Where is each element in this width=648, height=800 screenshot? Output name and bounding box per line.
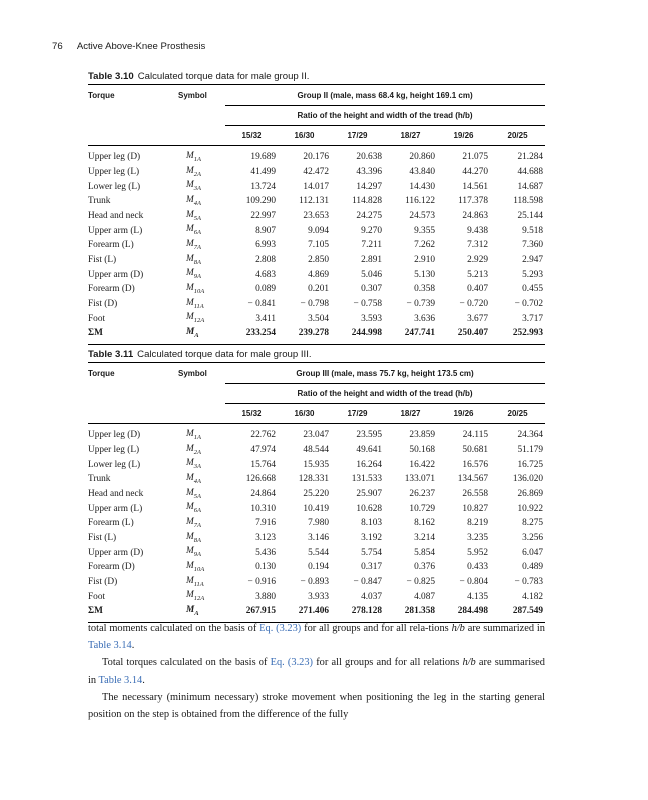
row-symbol: $M_{4A}$ bbox=[186, 472, 201, 485]
cell-value: 131.533 bbox=[351, 474, 382, 485]
row-label: Fist (D) bbox=[88, 298, 118, 309]
row-symbol: $M_{1A}$ bbox=[186, 151, 201, 163]
cell-value: 0.376 bbox=[414, 562, 435, 573]
header-ratio-value: 18/27 bbox=[384, 404, 437, 424]
header-ratio-value: 18/27 bbox=[384, 126, 437, 146]
cell-value: 10.729 bbox=[409, 503, 435, 514]
table-row bbox=[88, 166, 545, 181]
cell-value: 14.017 bbox=[303, 181, 329, 192]
total-row bbox=[88, 327, 545, 344]
cell-value: 247.741 bbox=[384, 327, 437, 344]
cell-value: 3.235 bbox=[467, 533, 488, 544]
table-3-10 bbox=[88, 70, 545, 345]
cell-value: 250.407 bbox=[437, 327, 490, 344]
running-header bbox=[52, 41, 205, 52]
header-ratio-value: 19/26 bbox=[437, 404, 490, 424]
cell-value: 2.929 bbox=[467, 255, 488, 266]
cell-value: 8.103 bbox=[361, 518, 382, 529]
cell-value: 10.310 bbox=[250, 503, 276, 514]
row-label: Lower leg (L) bbox=[88, 459, 141, 470]
cell-value: 7.360 bbox=[522, 240, 544, 251]
row-symbol: $M_{12A}$ bbox=[186, 312, 205, 325]
row-symbol: $M_{9A}$ bbox=[186, 546, 201, 559]
cell-value: 2.910 bbox=[414, 255, 435, 266]
cell-value: 22.997 bbox=[250, 211, 276, 222]
row-label: Forearm (D) bbox=[88, 284, 135, 295]
cell-value: 23.047 bbox=[303, 430, 329, 441]
table-row bbox=[88, 298, 545, 313]
cell-value: 116.122 bbox=[405, 196, 435, 207]
row-label: Upper arm (D) bbox=[88, 269, 144, 280]
cell-value: 16.422 bbox=[409, 459, 435, 470]
cell-value: 0.194 bbox=[308, 562, 329, 573]
cell-value: 7.211 bbox=[361, 240, 382, 251]
cell-value: 23.859 bbox=[409, 430, 435, 441]
cell-value: 26.869 bbox=[517, 489, 544, 500]
header-ratio: Ratio of the height and width of the tread (h/b) bbox=[225, 384, 545, 404]
cell-value: − 0.847 bbox=[353, 576, 382, 587]
cell-value: 3.717 bbox=[522, 313, 544, 324]
cell-value: 24.863 bbox=[462, 211, 488, 222]
table-row bbox=[88, 576, 545, 591]
table-caption bbox=[88, 70, 545, 84]
cell-value: 10.628 bbox=[356, 503, 382, 514]
row-symbol: $M_{10A}$ bbox=[186, 282, 205, 295]
cell-value: 2.850 bbox=[308, 255, 329, 266]
table-row bbox=[88, 444, 545, 459]
row-label: ΣM bbox=[88, 605, 178, 622]
cell-value: 6.993 bbox=[255, 240, 276, 251]
row-label: Foot bbox=[88, 591, 106, 602]
cell-value: 2.947 bbox=[522, 255, 544, 266]
cell-value: 44.270 bbox=[462, 167, 488, 178]
cell-value: 14.297 bbox=[356, 181, 382, 192]
row-label: Forearm (L) bbox=[88, 518, 134, 529]
cell-value: 3.214 bbox=[414, 533, 435, 544]
cell-value: 21.075 bbox=[462, 152, 488, 163]
cell-value: 3.880 bbox=[255, 591, 276, 602]
row-label: Fist (D) bbox=[88, 576, 118, 587]
cell-value: 2.808 bbox=[255, 255, 276, 266]
table-row bbox=[88, 532, 545, 547]
cell-value: 21.284 bbox=[517, 152, 544, 163]
cell-value: 3.146 bbox=[308, 533, 329, 544]
row-label: Upper leg (L) bbox=[88, 445, 140, 456]
cell-value: − 0.804 bbox=[459, 576, 488, 587]
cell-value: 6.047 bbox=[522, 547, 544, 558]
row-label: Upper leg (D) bbox=[88, 430, 141, 441]
cell-value: 118.598 bbox=[513, 196, 544, 207]
caption-text: Calculated torque data for male group II. bbox=[137, 71, 310, 82]
row-label: Upper arm (L) bbox=[88, 503, 143, 514]
table-row bbox=[88, 224, 545, 239]
cell-value: 25.220 bbox=[303, 489, 329, 500]
cell-value: 3.593 bbox=[361, 313, 382, 324]
row-label: Fist (L) bbox=[88, 533, 117, 544]
row-symbol: $M_{2A}$ bbox=[186, 443, 201, 456]
cell-value: 114.828 bbox=[352, 196, 382, 207]
row-label: Lower leg (L) bbox=[88, 181, 141, 192]
cell-value: 50.681 bbox=[462, 445, 488, 456]
cell-value: − 0.783 bbox=[514, 576, 544, 587]
cell-value: 9.518 bbox=[522, 225, 544, 236]
table-row bbox=[88, 546, 545, 561]
cell-value: 0.489 bbox=[522, 562, 544, 573]
table-row bbox=[88, 488, 545, 503]
row-label: Upper arm (D) bbox=[88, 547, 144, 558]
cell-value: 24.573 bbox=[409, 211, 435, 222]
header-ratio-value: 15/32 bbox=[225, 404, 278, 424]
cell-value: 0.358 bbox=[414, 284, 435, 295]
row-symbol: $M_A$ bbox=[178, 605, 225, 622]
cell-value: 24.364 bbox=[517, 430, 544, 441]
cell-value: 15.935 bbox=[303, 459, 329, 470]
table-row bbox=[88, 517, 545, 532]
table-row bbox=[88, 254, 545, 269]
cell-value: 5.754 bbox=[361, 547, 382, 558]
row-symbol: $M_{3A}$ bbox=[186, 458, 201, 471]
cell-value: 0.407 bbox=[467, 284, 488, 295]
table-row bbox=[88, 502, 545, 517]
row-symbol: $M_{3A}$ bbox=[186, 180, 201, 193]
cell-value: − 0.702 bbox=[514, 298, 544, 309]
cell-value: 233.254 bbox=[225, 327, 278, 344]
row-symbol: $M_{11A}$ bbox=[186, 297, 204, 310]
cell-value: − 0.893 bbox=[300, 576, 329, 587]
cell-value: 9.094 bbox=[308, 225, 329, 236]
header-symbol: Symbol bbox=[178, 363, 225, 384]
cell-value: 3.192 bbox=[361, 533, 382, 544]
cell-value: 0.317 bbox=[361, 562, 382, 573]
table-row bbox=[88, 590, 545, 605]
cell-value: 51.179 bbox=[517, 445, 544, 456]
cell-value: 5.046 bbox=[361, 269, 382, 280]
cell-value: 134.567 bbox=[457, 474, 488, 485]
row-label: Upper leg (L) bbox=[88, 167, 140, 178]
cell-value: 281.358 bbox=[384, 605, 437, 622]
row-label: Forearm (L) bbox=[88, 240, 134, 251]
row-label: Fist (L) bbox=[88, 255, 117, 266]
table-reference-link[interactable]: Table 3.14 bbox=[88, 640, 132, 652]
cell-value: 284.498 bbox=[437, 605, 490, 622]
row-label: Forearm (D) bbox=[88, 562, 135, 573]
cell-value: 26.558 bbox=[462, 489, 488, 500]
header-group: Group II (male, mass 68.4 kg, height 169.1 cm) bbox=[225, 85, 545, 106]
cell-value: 20.860 bbox=[409, 152, 435, 163]
cell-value: 50.168 bbox=[409, 445, 435, 456]
row-symbol: $M_{10A}$ bbox=[186, 560, 205, 573]
cell-value: 5.213 bbox=[467, 269, 488, 280]
cell-value: 25.907 bbox=[356, 489, 382, 500]
cell-value: 10.922 bbox=[517, 503, 544, 514]
cell-value: 7.980 bbox=[308, 518, 329, 529]
eq-reference-link[interactable]: Eq. (3.23) bbox=[270, 657, 314, 669]
header-torque: Torque bbox=[88, 85, 178, 106]
table-row bbox=[88, 268, 545, 283]
table-label: Table 3.10 bbox=[88, 71, 134, 82]
row-symbol: $M_{6A}$ bbox=[186, 224, 201, 237]
cell-value: 133.071 bbox=[404, 474, 435, 485]
cell-value: 9.438 bbox=[467, 225, 488, 236]
row-symbol: $M_{12A}$ bbox=[186, 590, 205, 603]
row-symbol: $M_{8A}$ bbox=[186, 531, 201, 544]
row-label: Foot bbox=[88, 313, 106, 324]
row-label: Head and neck bbox=[88, 489, 144, 500]
row-symbol: $M_{7A}$ bbox=[186, 238, 201, 251]
cell-value: 8.219 bbox=[467, 518, 488, 529]
row-symbol: $M_{5A}$ bbox=[186, 487, 201, 500]
cell-value: 0.433 bbox=[467, 562, 488, 573]
cell-value: 13.724 bbox=[250, 181, 276, 192]
cell-value: 3.504 bbox=[308, 313, 329, 324]
cell-value: 5.854 bbox=[414, 547, 435, 558]
row-label: Head and neck bbox=[88, 211, 144, 222]
row-symbol: $M_{7A}$ bbox=[186, 516, 201, 529]
cell-value: 287.549 bbox=[490, 605, 545, 622]
cell-value: − 0.720 bbox=[459, 298, 488, 309]
cell-value: − 0.798 bbox=[300, 298, 329, 309]
cell-value: 8.275 bbox=[522, 518, 544, 529]
cell-value: 3.411 bbox=[255, 313, 276, 324]
cell-value: 4.869 bbox=[308, 269, 329, 280]
row-symbol: $M_{8A}$ bbox=[186, 253, 201, 266]
cell-value: 25.144 bbox=[517, 211, 544, 222]
row-symbol: $M_{4A}$ bbox=[186, 194, 201, 207]
page-number: 76 bbox=[52, 41, 63, 52]
table-caption bbox=[88, 348, 545, 362]
cell-value: 16.725 bbox=[517, 459, 544, 470]
header-symbol: Symbol bbox=[178, 85, 225, 106]
header-ratio-value: 16/30 bbox=[278, 126, 331, 146]
header-ratio-value: 20/25 bbox=[490, 404, 545, 424]
cell-value: 10.419 bbox=[303, 503, 329, 514]
cell-value: 10.827 bbox=[462, 503, 488, 514]
cell-value: 267.915 bbox=[225, 605, 278, 622]
table-label: Table 3.11 bbox=[88, 349, 134, 360]
cell-value: 24.275 bbox=[356, 211, 382, 222]
cell-value: 16.576 bbox=[462, 459, 488, 470]
cell-value: 26.237 bbox=[409, 489, 435, 500]
cell-value: 5.436 bbox=[255, 547, 276, 558]
row-symbol: $M_A$ bbox=[178, 327, 225, 344]
row-label: Upper arm (L) bbox=[88, 225, 143, 236]
cell-value: 4.135 bbox=[467, 591, 488, 602]
cell-value: 4.182 bbox=[522, 591, 544, 602]
cell-value: 14.561 bbox=[462, 181, 488, 192]
cell-value: 14.687 bbox=[517, 181, 544, 192]
paragraph-1: total moments calculated on the basis of Eq. (3.23) for all groups and for all rela-tions h/b are summarized in Table 3.14. bbox=[88, 623, 545, 652]
row-label: ΣM bbox=[88, 327, 178, 344]
cell-value: 5.130 bbox=[414, 269, 435, 280]
header-torque: Torque bbox=[88, 363, 178, 384]
header-ratio-value: 20/25 bbox=[490, 126, 545, 146]
cell-value: 7.105 bbox=[308, 240, 329, 251]
table-row bbox=[88, 195, 545, 210]
cell-value: 136.020 bbox=[512, 474, 544, 485]
cell-value: 3.636 bbox=[414, 313, 435, 324]
table-row bbox=[88, 239, 545, 254]
cell-value: 3.123 bbox=[255, 533, 276, 544]
cell-value: 41.499 bbox=[250, 167, 276, 178]
cell-value: 128.331 bbox=[298, 474, 329, 485]
cell-value: 44.688 bbox=[517, 167, 544, 178]
header-ratio-value: 17/29 bbox=[331, 404, 384, 424]
cell-value: 0.307 bbox=[361, 284, 382, 295]
cell-value: 7.916 bbox=[255, 518, 276, 529]
cell-value: 8.907 bbox=[255, 225, 276, 236]
running-title: Active Above-Knee Prosthesis bbox=[76, 41, 206, 52]
cell-value: 4.683 bbox=[255, 269, 276, 280]
table-row bbox=[88, 283, 545, 298]
cell-value: 4.037 bbox=[361, 591, 382, 602]
cell-value: 5.544 bbox=[308, 547, 329, 558]
table-3-11 bbox=[88, 348, 545, 623]
row-symbol: $M_{9A}$ bbox=[186, 268, 201, 281]
cell-value: 126.668 bbox=[245, 474, 276, 485]
cell-value: − 0.758 bbox=[353, 298, 382, 309]
cell-value: 117.378 bbox=[458, 196, 488, 207]
cell-value: 3.256 bbox=[522, 533, 544, 544]
cell-value: 43.396 bbox=[356, 167, 382, 178]
row-label: Trunk bbox=[88, 196, 111, 207]
cell-value: 14.430 bbox=[409, 181, 435, 192]
caption-text: Calculated torque data for male group III. bbox=[137, 349, 312, 360]
torque-table bbox=[88, 84, 545, 345]
cell-value: 5.952 bbox=[467, 547, 488, 558]
cell-value: − 0.825 bbox=[406, 576, 435, 587]
cell-value: 20.176 bbox=[303, 152, 329, 163]
table-reference-link[interactable]: Table 3.14 bbox=[98, 674, 143, 686]
paragraph-3: The necessary (minimum necessary) stroke movement when positioning the leg in the starting general position on the step is obtained from the difference of the fully bbox=[88, 691, 545, 721]
cell-value: − 0.916 bbox=[247, 576, 276, 587]
cell-value: 19.689 bbox=[250, 152, 276, 163]
eq-reference-link[interactable]: Eq. (3.23) bbox=[259, 623, 302, 634]
row-label: Upper leg (D) bbox=[88, 152, 141, 163]
cell-value: 5.293 bbox=[522, 269, 544, 280]
cell-value: 15.764 bbox=[250, 459, 276, 470]
table-row bbox=[88, 458, 545, 473]
cell-value: 2.891 bbox=[361, 255, 382, 266]
cell-value: 0.130 bbox=[255, 562, 276, 573]
table-row bbox=[88, 210, 545, 225]
cell-value: 109.290 bbox=[245, 196, 276, 207]
torque-table bbox=[88, 362, 545, 623]
table-row bbox=[88, 424, 545, 444]
table-row bbox=[88, 473, 545, 488]
cell-value: 8.162 bbox=[414, 518, 435, 529]
header-ratio-value: 17/29 bbox=[331, 126, 384, 146]
cell-value: 278.128 bbox=[331, 605, 384, 622]
cell-value: 47.974 bbox=[250, 445, 276, 456]
cell-value: 42.472 bbox=[303, 167, 329, 178]
cell-value: 7.312 bbox=[467, 240, 488, 251]
table-row bbox=[88, 146, 545, 166]
cell-value: − 0.841 bbox=[247, 298, 276, 309]
header-ratio-value: 15/32 bbox=[225, 126, 278, 146]
cell-value: − 0.739 bbox=[406, 298, 435, 309]
header-ratio: Ratio of the height and width of the tread (h/b) bbox=[225, 106, 545, 126]
cell-value: 244.998 bbox=[331, 327, 384, 344]
table-row bbox=[88, 561, 545, 576]
cell-value: 112.131 bbox=[299, 196, 329, 207]
row-symbol: $M_{11A}$ bbox=[186, 575, 204, 588]
cell-value: 49.641 bbox=[356, 445, 382, 456]
cell-value: 0.089 bbox=[255, 284, 276, 295]
body-text bbox=[88, 620, 545, 723]
row-symbol: $M_{5A}$ bbox=[186, 209, 201, 222]
cell-value: 252.993 bbox=[490, 327, 545, 344]
cell-value: 22.762 bbox=[250, 430, 276, 441]
cell-value: 3.933 bbox=[308, 591, 329, 602]
row-symbol: $M_{2A}$ bbox=[186, 165, 201, 178]
row-label: Trunk bbox=[88, 474, 111, 485]
header-ratio-value: 16/30 bbox=[278, 404, 331, 424]
cell-value: 24.864 bbox=[250, 489, 276, 500]
cell-value: 23.595 bbox=[356, 430, 382, 441]
cell-value: 23.653 bbox=[303, 211, 329, 222]
cell-value: 0.455 bbox=[522, 284, 544, 295]
cell-value: 271.406 bbox=[278, 605, 331, 622]
cell-value: 43.840 bbox=[409, 167, 435, 178]
cell-value: 3.677 bbox=[467, 313, 488, 324]
paragraph-2: Total torques calculated on the basis of Eq. (3.23) for all groups and for all relations h/b are summarised in Table 3.14. bbox=[88, 657, 545, 686]
cell-value: 9.270 bbox=[361, 225, 382, 236]
cell-value: 239.278 bbox=[278, 327, 331, 344]
row-symbol: $M_{6A}$ bbox=[186, 502, 201, 515]
cell-value: 7.262 bbox=[414, 240, 435, 251]
table-row bbox=[88, 180, 545, 195]
cell-value: 24.115 bbox=[462, 430, 488, 441]
cell-value: 9.355 bbox=[414, 225, 435, 236]
table-row bbox=[88, 312, 545, 327]
header-group: Group III (male, mass 75.7 kg, height 173.5 cm) bbox=[225, 363, 545, 384]
header-ratio-value: 19/26 bbox=[437, 126, 490, 146]
cell-value: 0.201 bbox=[308, 284, 329, 295]
row-symbol: $M_{1A}$ bbox=[186, 429, 201, 441]
cell-value: 4.087 bbox=[414, 591, 435, 602]
cell-value: 16.264 bbox=[356, 459, 382, 470]
cell-value: 48.544 bbox=[303, 445, 329, 456]
cell-value: 20.638 bbox=[356, 152, 382, 163]
